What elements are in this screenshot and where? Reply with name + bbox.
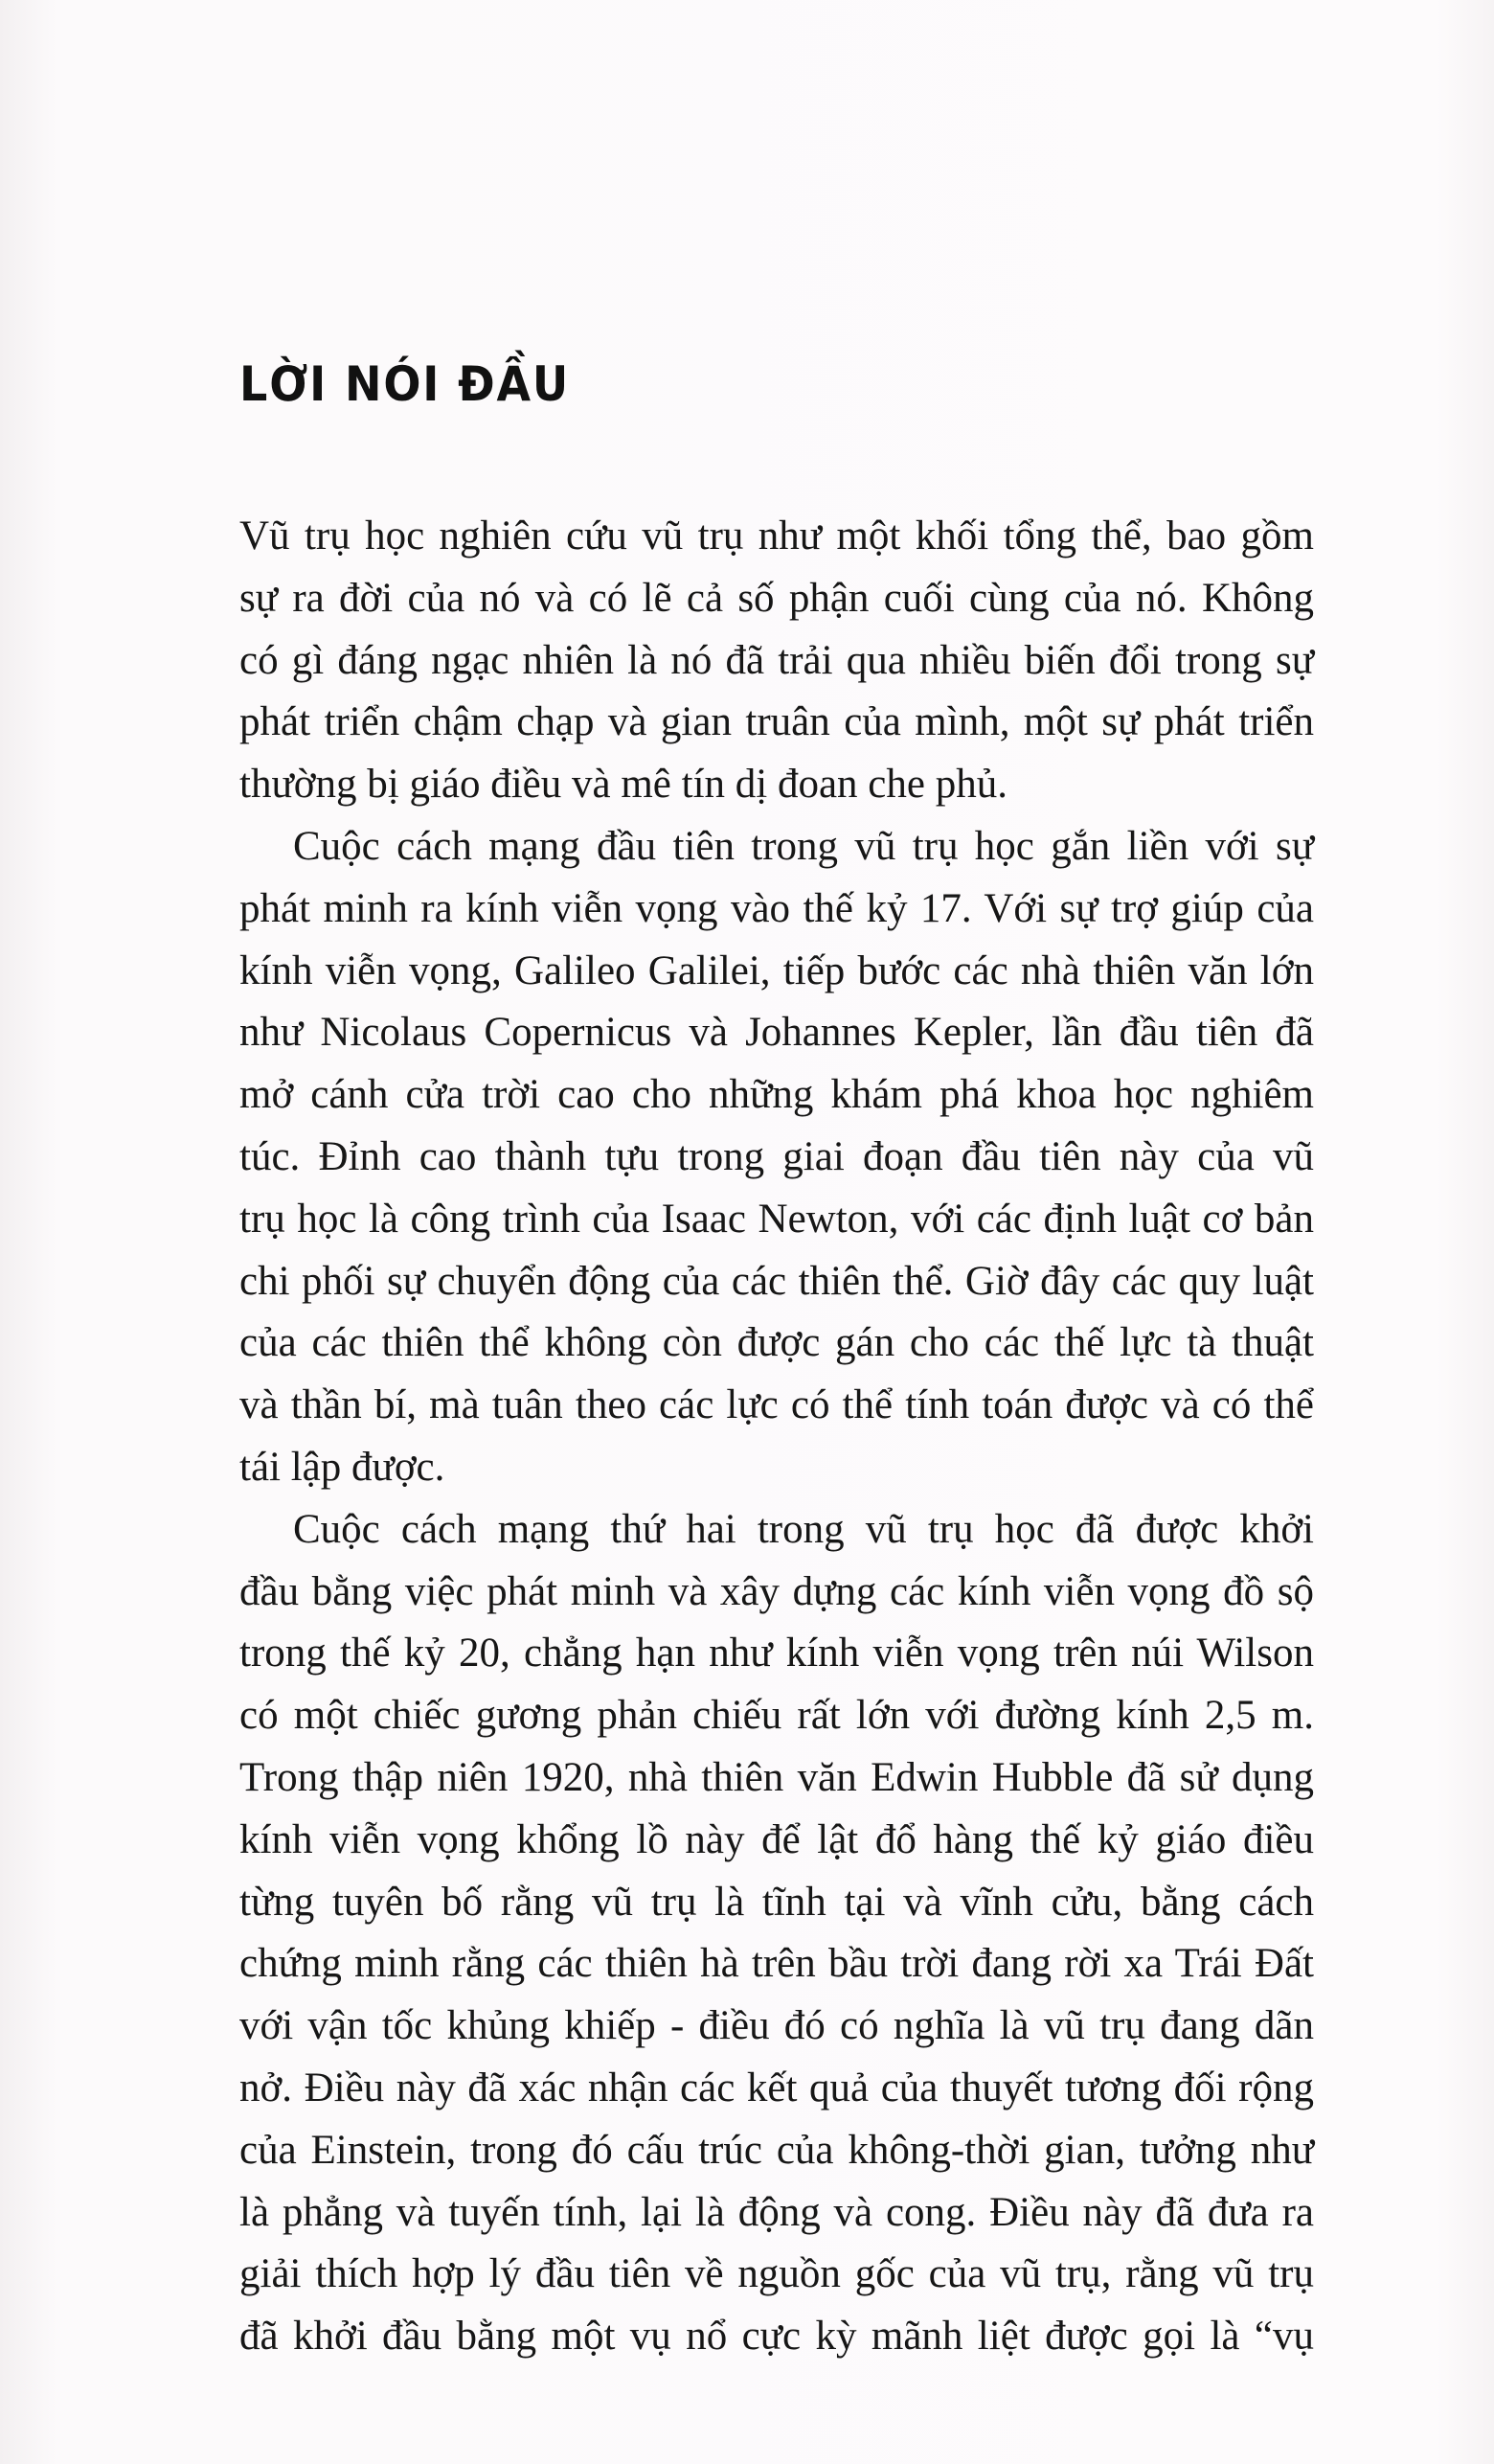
text-line: chi phối sự chuyển động của các thiên thể. Giờ đây các quy luật xyxy=(239,1258,1314,1304)
text-line: và thần bí, mà tuân theo các lực có thể tính toán được và có thể xyxy=(239,1382,1314,1428)
text-line: đã khởi đầu bằng một vụ nổ cực kỳ mãnh liệt được gọi là “vụ xyxy=(239,2314,1314,2360)
chapter-heading: LỜI NÓI ĐẦU xyxy=(239,356,571,412)
text-line: trong thế kỷ 20, chẳng hạn như kính viễn vọng trên núi Wilson xyxy=(239,1631,1314,1677)
text-line: Trong thập niên 1920, nhà thiên văn Edwin Hubble đã sử dụng xyxy=(239,1754,1314,1800)
text-line: Cuộc cách mạng đầu tiên trong vũ trụ học gắn liền với sự xyxy=(293,823,1314,869)
text-line: kính viễn vọng, Galileo Galilei, tiếp bước các nhà thiên văn lớn xyxy=(239,947,1314,993)
text-line: tái lập được. xyxy=(239,1444,445,1490)
text-line: của các thiên thể không còn được gán cho các thế lực tà thuật xyxy=(239,1320,1314,1366)
text-line: thường bị giáo điều và mê tín dị đoan che phủ. xyxy=(239,762,1007,808)
text-line: là phẳng và tuyến tính, lại là động và cong. Điều này đã đưa ra xyxy=(239,2189,1314,2235)
text-line: phát triển chậm chạp và gian truân của mình, một sự phát triển xyxy=(239,699,1314,745)
text-line: phát minh ra kính viễn vọng vào thế kỷ 17. Với sự trợ giúp của xyxy=(239,885,1314,931)
text-line: giải thích hợp lý đầu tiên về nguồn gốc của vũ trụ, rằng vũ trụ xyxy=(239,2251,1314,2297)
text-line: có gì đáng ngạc nhiên là nó đã trải qua nhiều biến đổi trong sự xyxy=(239,637,1314,683)
text-line: sự ra đời của nó và có lẽ cả số phận cuối cùng của nó. Không xyxy=(239,575,1314,621)
text-line: có một chiếc gương phản chiếu rất lớn với đường kính 2,5 m. xyxy=(239,1693,1314,1739)
text-line: trụ học là công trình của Isaac Newton, với các định luật cơ bản xyxy=(239,1196,1314,1242)
text-line: nở. Điều này đã xác nhận các kết quả của thuyết tương đối rộng xyxy=(239,2065,1314,2110)
text-line: mở cánh cửa trời cao cho những khám phá khoa học nghiêm xyxy=(239,1072,1314,1118)
text-line: đầu bằng việc phát minh và xây dựng các kính viễn vọng đồ sộ xyxy=(239,1568,1314,1614)
body-text xyxy=(239,506,1314,2368)
text-line: Vũ trụ học nghiên cứu vũ trụ như một khối tổng thể, bao gồm xyxy=(239,513,1314,559)
text-line: chứng minh rằng các thiên hà trên bầu trời đang rời xa Trái Đất xyxy=(239,1941,1314,1987)
text-line: của Einstein, trong đó cấu trúc của không-thời gian, tưởng như xyxy=(239,2127,1314,2173)
text-line: túc. Đỉnh cao thành tựu trong giai đoạn đầu tiên này của vũ xyxy=(239,1133,1314,1179)
text-line: như Nicolaus Copernicus và Johannes Kepler, lần đầu tiên đã xyxy=(239,1010,1314,1056)
text-line: từng tuyên bố rằng vũ trụ là tĩnh tại và vĩnh cửu, bằng cách xyxy=(239,1879,1314,1925)
text-line: với vận tốc khủng khiếp - điều đó có nghĩa là vũ trụ đang dãn xyxy=(239,2003,1314,2049)
text-line: Cuộc cách mạng thứ hai trong vũ trụ học đã được khởi xyxy=(293,1506,1314,1552)
text-line: kính viễn vọng khổng lồ này để lật đổ hàng thế kỷ giáo điều xyxy=(239,1816,1314,1862)
